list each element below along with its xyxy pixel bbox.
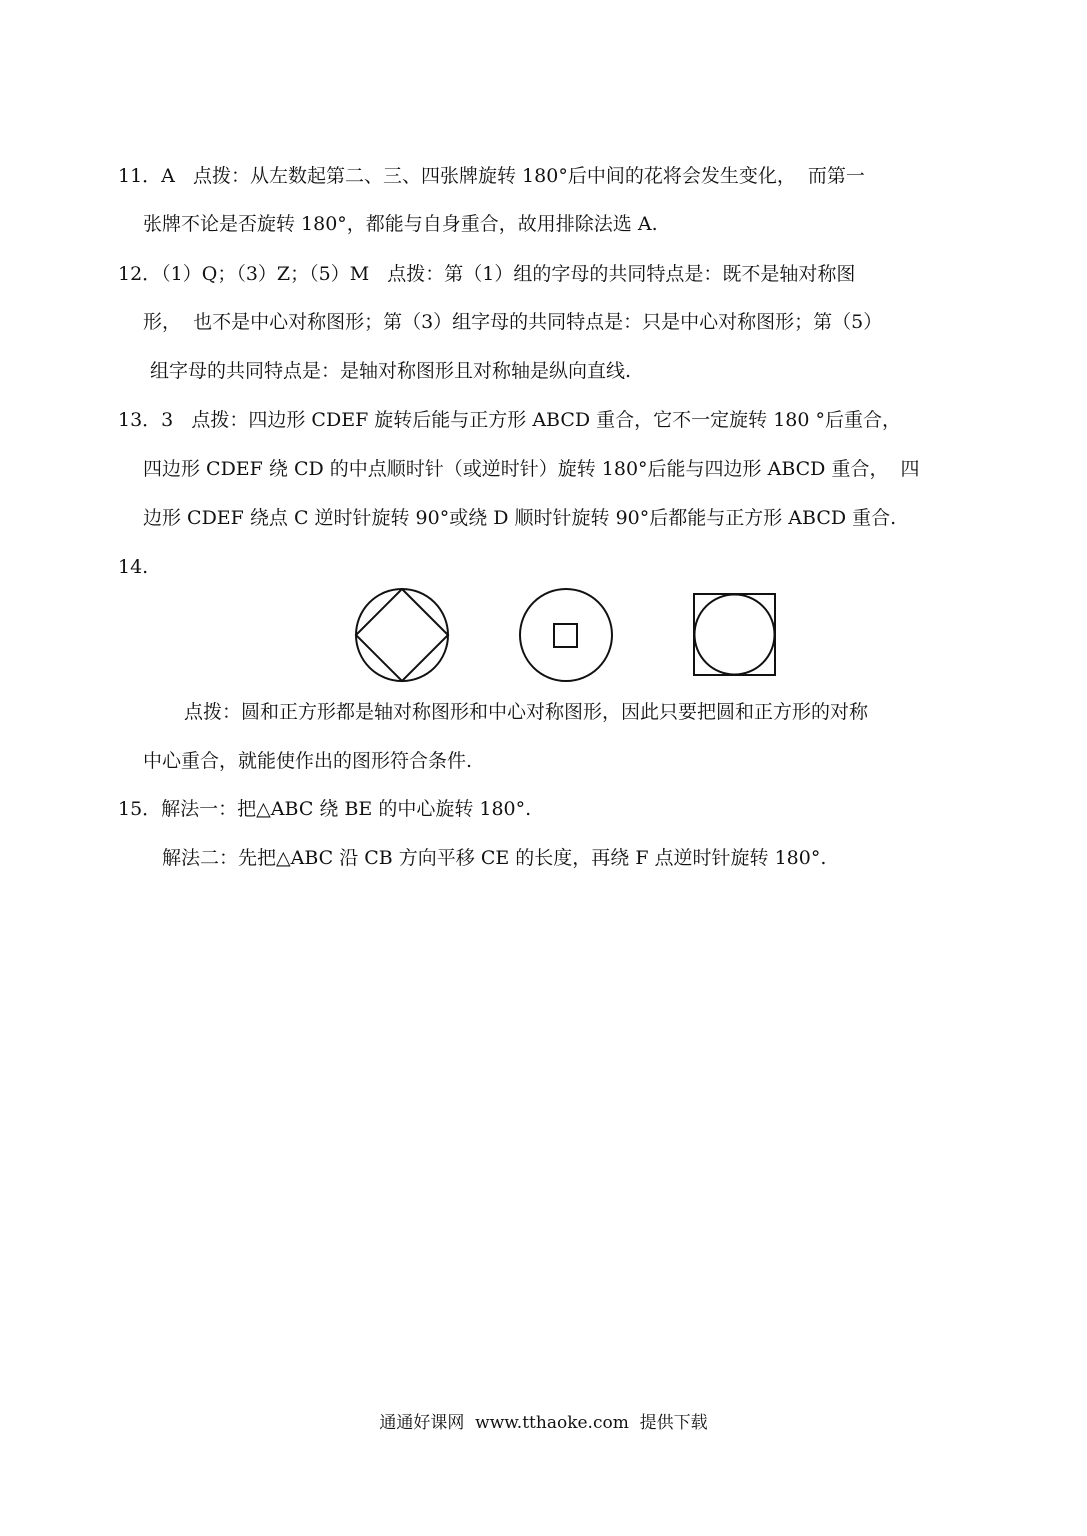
q15-line-2: 解法二：先把△ABC 沿 CB 方向平移 CE 的长度，再绕 F 点逆时针旋转 180°. (162, 847, 827, 869)
q15-line-1: 15．解法一：把△ABC 绕 BE 的中心旋转 180°. (118, 798, 532, 820)
q12-line-3: 组字母的共同特点是：是轴对称图形且对称轴是纵向直线. (150, 360, 632, 382)
q14-line-1: 点拨：圆和正方形都是轴对称图形和中心对称图形，因此只要把圆和正方形的对称 (184, 701, 869, 723)
q11-line-2: 张牌不论是否旋转 180°，都能与自身重合，故用排除法选 A. (143, 213, 658, 235)
q14-figures (350, 588, 790, 684)
circle-with-inscribed-square (356, 589, 448, 681)
circle-with-small-square (520, 589, 612, 681)
q14-line-2: 中心重合，就能使作出的图形符合条件. (143, 750, 473, 772)
q13-line-2: 四边形 CDEF 绕 CD 的中点顺时针（或逆时针）旋转 180°后能与四边形 ABCD 重合， 四 (143, 458, 920, 480)
q12-line-1: 12．（1）Q；（3）Z；（5）M 点拨：第（1）组的字母的共同特点是：既不是轴对称图 (118, 263, 856, 285)
square-with-inscribed-circle (694, 594, 775, 675)
q13-line-1: 13．3 点拨：四边形 CDEF 旋转后能与正方形 ABCD 重合，它不一定旋转 180 °后重合， (118, 409, 902, 431)
q14-number: 14. (118, 556, 149, 578)
q12-line-2: 形， 也不是中心对称图形；第（3）组字母的共同特点是：只是中心对称图形；第（5） (143, 311, 883, 333)
page-footer: 通通好课网 www.tthaoke.com 提供下载 (379, 1413, 708, 1433)
q13-line-3: 边形 CDEF 绕点 C 逆时针旋转 90°或绕 D 顺时针旋转 90°后都能与正方形 ABCD 重合. (143, 507, 897, 529)
q11-line-1: 11．A 点拨：从左数起第二、三、四张牌旋转 180°后中间的花将会发生变化， 而第一 (118, 165, 865, 187)
